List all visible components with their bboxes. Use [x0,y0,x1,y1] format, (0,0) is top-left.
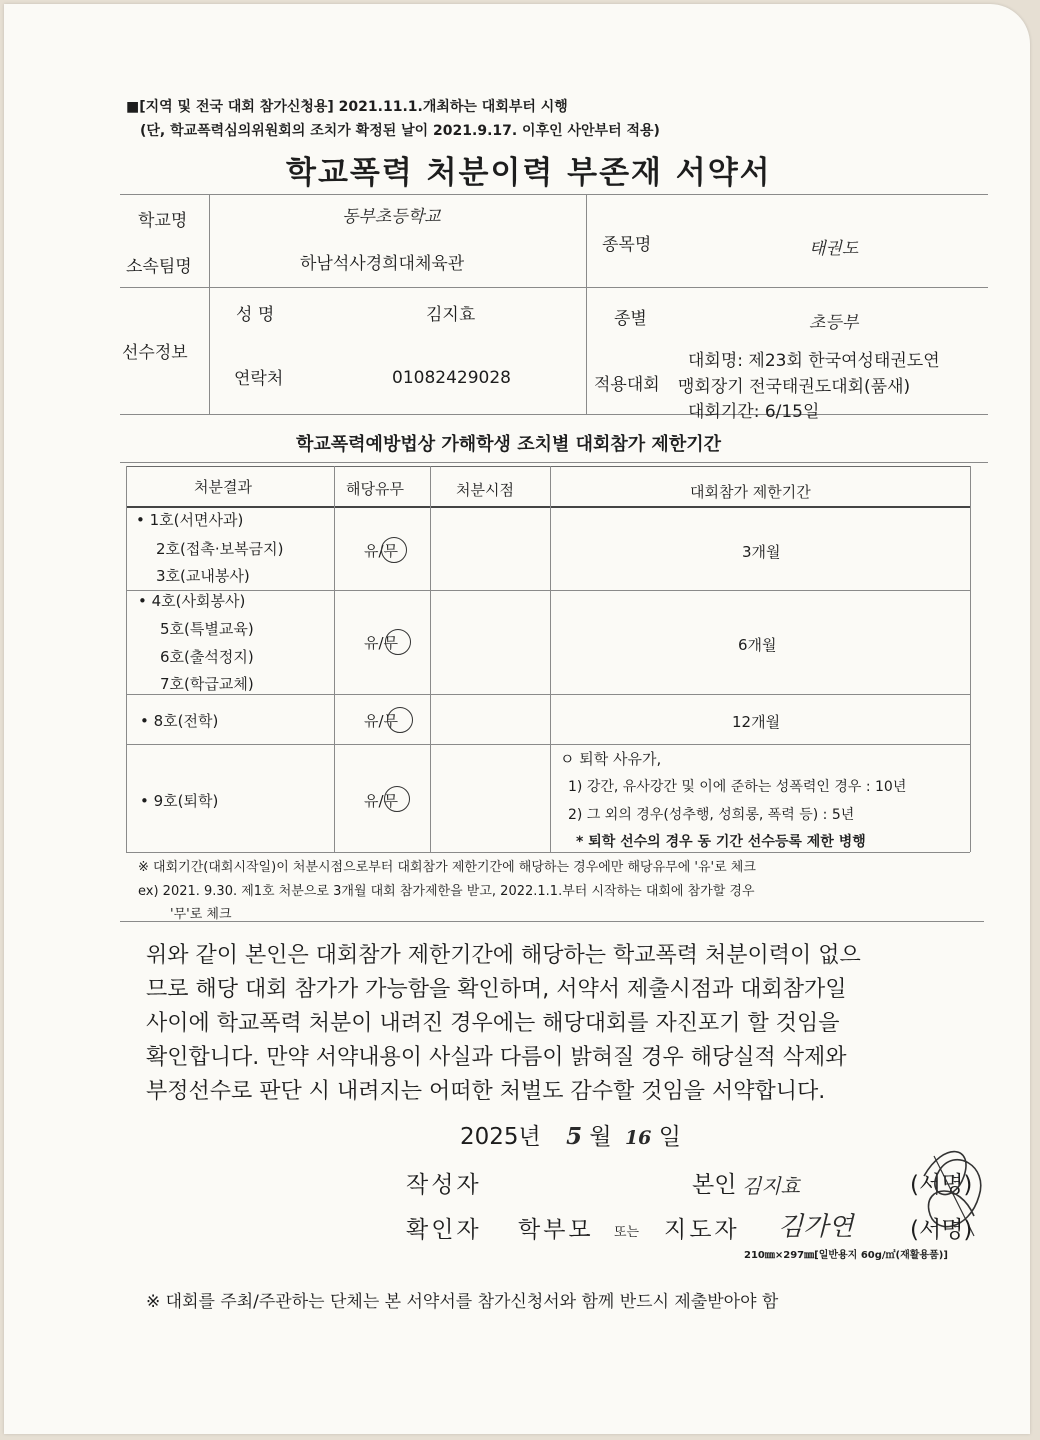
info-col-line [209,194,210,414]
header-applicable: 해당유무 [346,480,404,498]
self-label: 본인 [692,1172,737,1198]
row2-item-2: 5호(특별교육) [160,620,254,638]
table-col-1 [334,466,335,852]
row1-yes-no: 유/무 [364,542,399,560]
row4-yes-no: 유/무 [364,792,399,810]
row4-period-line-1: ㅇ 퇴학 사유가, [560,750,662,768]
coach-label: 지도자 [664,1217,740,1243]
pledge-document [4,4,1030,1434]
row1-item-1: • 1호(서면사과) [136,511,244,529]
applied-line-2: 맹회장기 전국태권도대회(품새) [678,377,911,397]
no-circle-mark [384,786,410,812]
footnote-2: ex) 2021. 9.30. 제1호 처분으로 3개월 대회 참가제한을 받고, 2022.1.1.부터 시작하는 대회에 참가할 경우 [138,884,755,899]
header-disposition-date: 처분시점 [456,481,514,499]
player-info-label: 선수정보 [122,343,188,363]
row-line-3 [126,744,970,745]
row1-period: 3개월 [742,543,781,561]
row4-period-line-4: * 퇴학 선수의 경우 동 기간 선수등록 제한 병행 [576,834,866,850]
school-label: 학교명 [138,211,188,231]
event-value: 태권도 [809,239,859,259]
applied-line-3: 대회기간: 6/15일 [688,402,820,422]
row2-item-4: 7호(학급교체) [160,675,254,693]
pledge-line-3: 사이에 학교폭력 처분이 내려진 경우에는 해당대회를 자진포기 할 것임을 [146,1011,840,1036]
table-col-0 [126,466,127,852]
info-bottom-border [120,414,988,415]
category-value: 초등부 [809,313,859,333]
table-bottom [126,852,970,853]
info-divider [120,287,988,288]
caption-underline [120,462,988,463]
header-result: 처분결과 [194,478,252,496]
notice-line-1: ■[지역 및 전국 대회 참가신청용] 2021.11.1.개최하는 대회부터 시행 [126,99,568,115]
notice-line-2: (단, 학교폭력심의위원회의 조치가 확정된 날이 2021.9.17. 이후인 사안부터 적용) [140,123,660,139]
restriction-caption: 학교폭력예방법상 가해학생 조치별 대회참가 제한기간 [296,434,721,455]
sign-label-2: (서명) [910,1217,973,1243]
info-col-line-2 [586,194,587,414]
name-label: 성 명 [236,305,275,325]
applied-line-1: 대회명: 제23회 한국여성태권도연 [688,351,940,371]
footnote-1: ※ 대회기간(대회시작일)이 처분시점으로부터 대회참가 제한기간에 해당하는 경우에만 해당유무에 '유'로 체크 [138,860,756,875]
date-day: 16 [624,1127,652,1149]
event-label: 종목명 [602,235,652,255]
no-circle-mark [387,707,413,733]
row-line-2 [126,694,970,695]
team-value: 하남석사경희대체육관 [300,254,465,274]
pledge-line-4: 확인합니다. 만약 서약내용이 사실과 다름이 밝혀질 경우 해당실적 삭제와 [146,1045,847,1070]
confirmer-label: 확인자 [406,1217,482,1243]
row2-item-3: 6호(출석정지) [160,648,254,666]
date-year: 2025 [460,1124,519,1150]
row3-yes-no: 유/무 [364,712,399,730]
contact-label: 연락처 [234,369,284,389]
team-label: 소속팀명 [126,257,192,277]
category-label: 종별 [614,309,647,329]
footnote-divider [120,921,984,922]
pledge-line-1: 위와 같이 본인은 대회참가 제한기간에 해당하는 학교폭력 처분이력이 없으 [146,943,861,968]
row2-period: 6개월 [738,636,777,654]
row4-item-1: • 9호(퇴학) [140,792,219,810]
row4-period-line-3: 2) 그 외의 경우(성추행, 성희롱, 폭력 등) : 5년 [568,807,855,823]
document-title: 학교폭력 처분이력 부존재 서약서 [286,155,772,191]
row4-period-line-2: 1) 강간, 유사강간 및 이에 준하는 성폭력인 경우 : 10년 [568,779,907,795]
table-col-3 [550,466,551,852]
school-value: 동부초등학교 [342,207,441,227]
info-top-border [120,194,988,195]
name-value: 김지효 [426,305,476,325]
table-col-2 [430,466,431,852]
or-label: 또는 [614,1225,640,1240]
table-col-4 [970,466,971,852]
bottom-note: ※ 대회를 주최/주관하는 단체는 본 서약서를 참가신청서와 함께 반드시 제출받아야 함 [146,1292,779,1312]
sign-label-1: (서명) [910,1172,973,1198]
contact-value: 01082429028 [392,368,511,388]
date-year-unit: 년 [518,1124,541,1150]
row2-item-1: • 4호(사회봉사) [138,592,246,610]
date-month-unit: 월 [589,1124,612,1150]
self-name: 김지효 [742,1174,800,1198]
table-header-bottom [126,506,970,508]
row3-item-1: • 8호(전학) [140,712,219,730]
row1-item-2: 2호(접촉·보복금지) [156,540,284,558]
table-top [126,466,970,467]
pledge-line-2: 므로 해당 대회 참가가 가능함을 확인하며, 서약서 제출시점과 대회참가일 [146,977,847,1002]
pledge-line-5: 부정선수로 판단 시 내려지는 어떠한 처벌도 감수할 것임을 서약합니다. [146,1079,826,1104]
footnote-3: '무'로 체크 [170,907,232,922]
row1-item-3: 3호(교내봉사) [156,567,250,585]
row-line-1 [126,590,970,591]
coach-name: 김가연 [778,1212,854,1242]
no-circle-mark [381,537,407,563]
header-restriction-period: 대회참가 제한기간 [690,483,811,501]
date-day-unit: 일 [658,1124,681,1150]
date-line [460,1118,681,1151]
row3-period: 12개월 [732,713,781,731]
applied-label: 적용대회 [594,375,660,395]
paper-spec: 210㎜×297㎜[일반용지 60g/㎡(재활용품)] [744,1250,948,1261]
row2-yes-no: 유/무 [364,634,399,652]
date-month: 5 [566,1123,583,1150]
writer-label: 작성자 [406,1172,482,1198]
no-circle-mark [385,629,411,655]
parent-label: 학부모 [518,1217,594,1243]
